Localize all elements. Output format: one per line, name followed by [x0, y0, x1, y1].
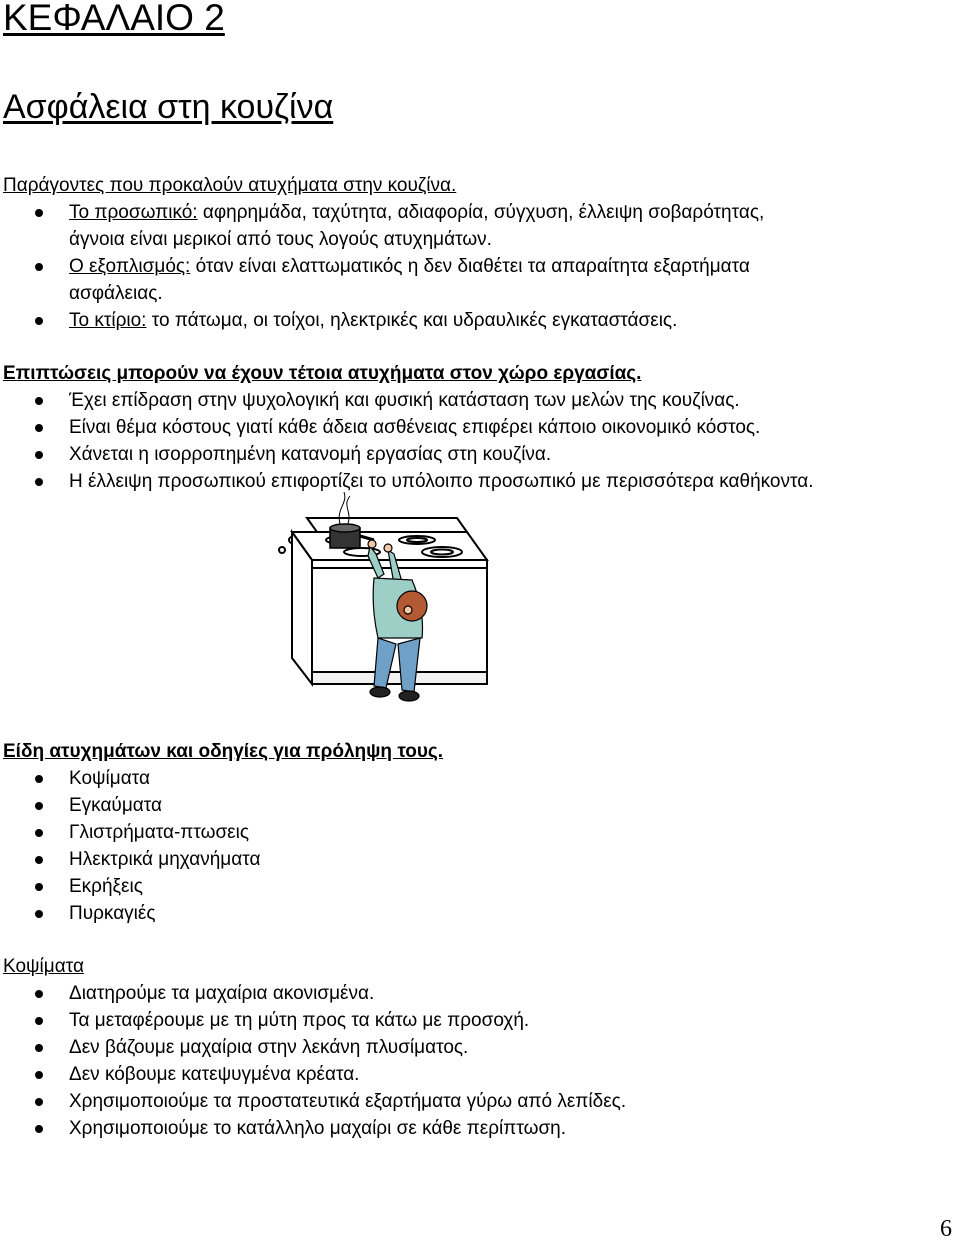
list-item: Χάνεται η ισορροπημένη κατανομή εργασίας στη κουζίνα.: [69, 444, 552, 465]
page-title: Ασφάλεια στη κουζίνα: [3, 88, 334, 126]
bullet-icon: [35, 478, 43, 486]
item-text: όταν είναι ελαττωματικός η δεν διαθέτει τα απαραίτητα εξαρτήματα: [190, 256, 750, 277]
list-item: [69, 200, 764, 226]
item-text: το πάτωμα, οι τοίχοι, ηλεκτρικές και υδραυλικές εγκαταστάσεις.: [146, 310, 678, 331]
section-heading-cuts: Κοψίματα: [3, 956, 84, 977]
list-item: Ηλεκτρικά μηχανήματα: [69, 849, 261, 870]
item-text: αφηρημάδα, ταχύτητα, αδιαφορία, σύγχυση, έλλειψη σοβαρότητας,: [197, 202, 765, 223]
section-heading-accident-types: Είδη ατυχημάτων και οδηγίες για πρόληψη τους.: [3, 741, 444, 762]
bullet-icon: [35, 424, 43, 432]
stove-child-illustration: [252, 488, 492, 724]
list-item-continuation: άγνοια είναι μερικοί από τους λογούς ατυχημάτων.: [69, 229, 492, 250]
bullet-icon: [35, 990, 43, 998]
list-item: Κοψίματα: [69, 768, 150, 789]
item-label: Ο εξοπλισμός:: [69, 256, 191, 277]
list-item: Διατηρούμε τα μαχαίρια ακονισμένα.: [69, 983, 375, 1004]
list-item: [69, 308, 677, 334]
item-label: Το προσωπικό:: [69, 202, 198, 223]
list-item: Χρησιμοποιούμε τα προστατευτικά εξαρτήματα γύρω από λεπίδες.: [69, 1091, 627, 1112]
list-item: Γλιστρήματα-πτωσεις: [69, 822, 250, 843]
bullet-icon: [35, 397, 43, 405]
bullet-icon: [35, 910, 43, 918]
bullet-icon: [35, 1098, 43, 1106]
bullet-icon: [35, 1071, 43, 1079]
bullet-icon: [35, 1125, 43, 1133]
list-item: Τα μεταφέρουμε με τη μύτη προς τα κάτω με προσοχή.: [69, 1010, 530, 1031]
list-item: Εγκαύματα: [69, 795, 162, 816]
bullet-icon: [35, 775, 43, 783]
bullet-icon: [35, 209, 43, 217]
list-item: Η έλλειψη προσωπικού επιφορτίζει το υπόλοιπο προσωπικό με περισσότερα καθήκοντα.: [69, 471, 814, 492]
bullet-icon: [35, 263, 43, 271]
bullet-icon: [35, 317, 43, 325]
list-item: Είναι θέμα κόστους γιατί κάθε άδεια ασθένειας επιφέρει κάποιο οικονομικό κόστος.: [69, 417, 761, 438]
list-item: Δεν βάζουμε μαχαίρια στην λεκάνη πλυσίματος.: [69, 1037, 469, 1058]
list-item: Χρησιμοποιούμε το κατάλληλο μαχαίρι σε κάθε περίπτωση.: [69, 1118, 567, 1139]
list-item-continuation: ασφάλειας.: [69, 283, 163, 304]
bullet-icon: [35, 883, 43, 891]
bullet-icon: [35, 856, 43, 864]
list-item: [69, 254, 750, 280]
section-heading-consequences: Επιπτώσεις μπορούν να έχουν τέτοια ατυχήματα στον χώρο εργασίας.: [3, 363, 642, 384]
list-item: Πυρκαγιές: [69, 903, 156, 924]
list-item: Εκρήξεις: [69, 876, 143, 897]
list-item: Έχει επίδραση στην ψυχολογική και φυσική κατάσταση των μελών της κουζίνας.: [69, 390, 740, 411]
bullet-icon: [35, 802, 43, 810]
item-label: Το κτίριο:: [69, 310, 147, 331]
page-number: 6: [940, 1216, 952, 1242]
bullet-icon: [35, 829, 43, 837]
bullet-icon: [35, 1017, 43, 1025]
bullet-icon: [35, 451, 43, 459]
chapter-title: ΚΕΦΑΛΑΙΟ 2: [3, 0, 225, 38]
section-heading-accident-factors: Παράγοντες που προκαλούν ατυχήματα στην κουζίνα.: [3, 175, 457, 196]
list-item: Δεν κόβουμε κατεψυγμένα κρέατα.: [69, 1064, 360, 1085]
bullet-icon: [35, 1044, 43, 1052]
